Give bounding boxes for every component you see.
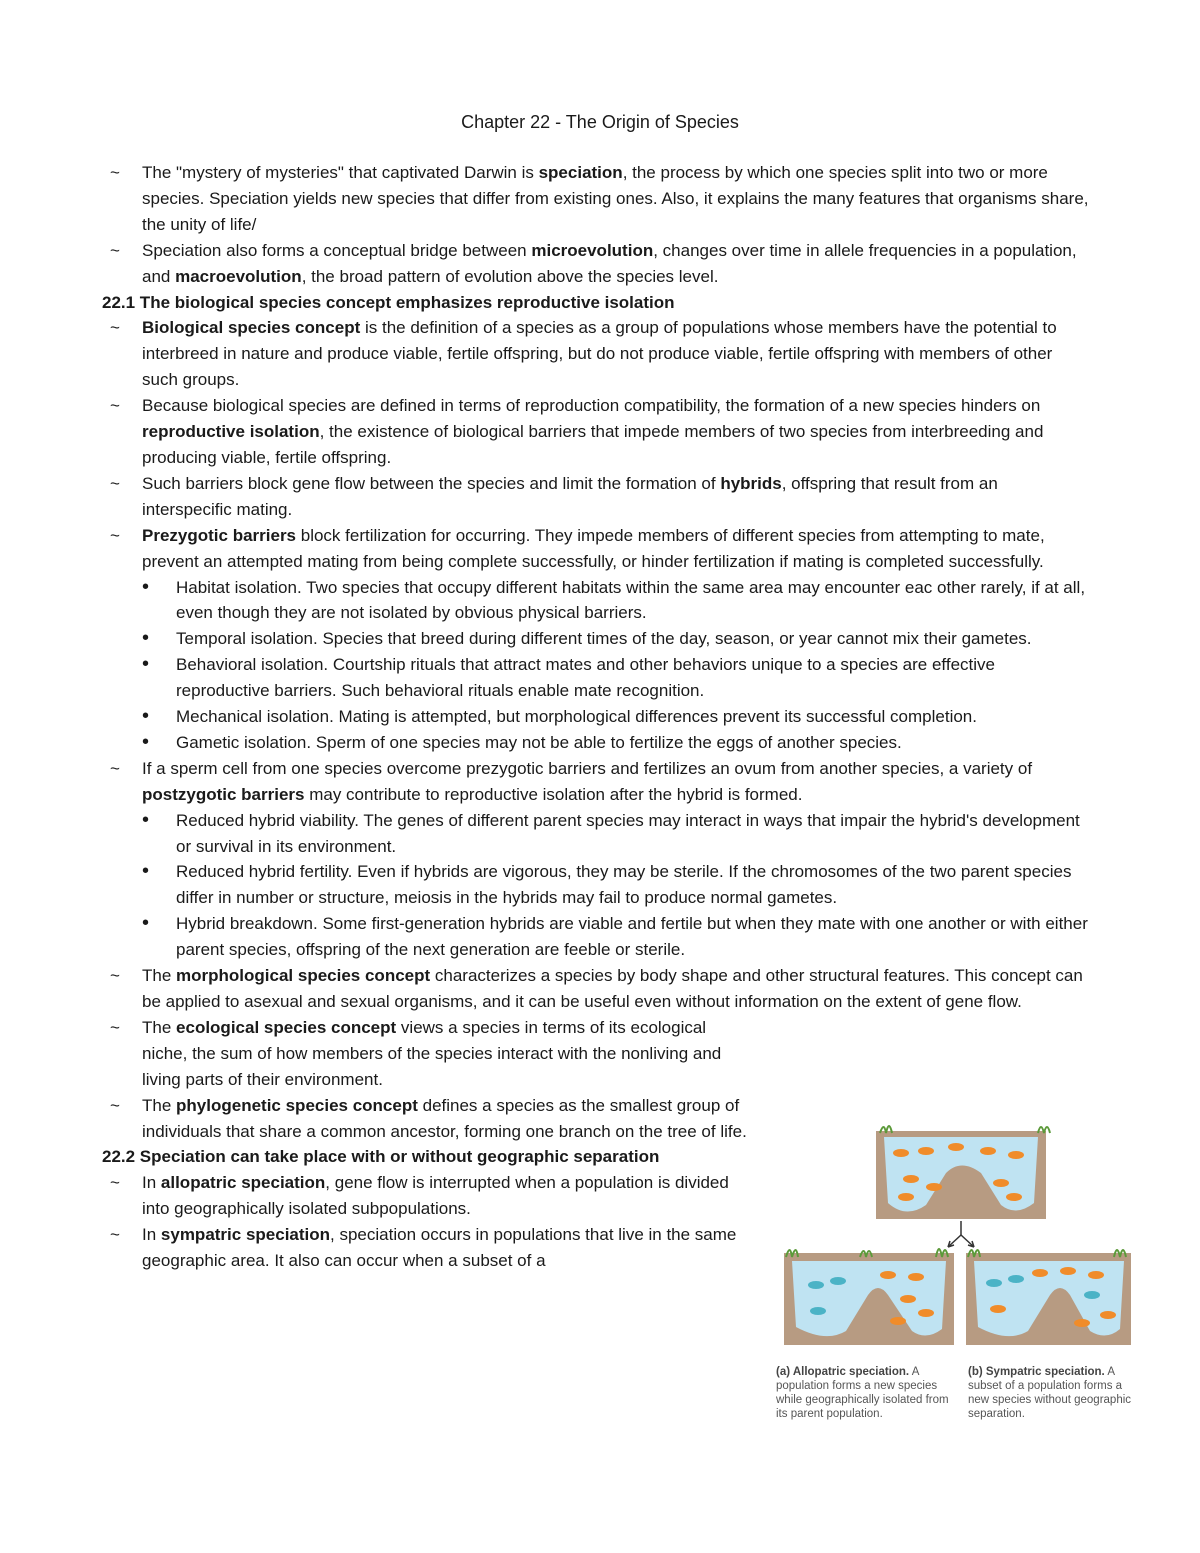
paragraph-postzygotic — [102, 756, 1092, 808]
term-macroevolution: macroevolution — [175, 266, 302, 286]
term: Prezygotic barriers — [142, 525, 297, 545]
section-heading-22-1: 22.1 The biological species concept emphasizes reproductive isolation — [102, 292, 675, 312]
text: The — [142, 966, 177, 986]
sympatric-pond — [966, 1250, 1131, 1345]
bullet-reduced-hybrid-fertility: • Reduced hybrid fertility. Even if hybrids are vigorous, they may be sterile. If the chromosomes of the two parent species differ in number or structure, meiosis in the hybrids may fail to produce normal gametes. — [102, 859, 1092, 911]
bullet-temporal-isolation: • Temporal isolation. Species that breed during different times of the day, season, or year cannot mix their gametes. — [102, 626, 1092, 652]
term: morphological species concept — [176, 966, 431, 986]
page-title: Chapter 22 - The Origin of Species — [461, 112, 739, 132]
text: Because biological species are defined in terms of reproduction compatibility, the formation of a new species hinders on — [142, 396, 1041, 416]
section-heading-22-2: 22.2 Speciation can take place with or without geographic separation — [102, 1147, 660, 1167]
allopatric-pond — [784, 1249, 954, 1345]
bullet-gametic-isolation: • Gametic isolation. Sperm of one species may not be able to fertilize the eggs of another species. — [102, 730, 1092, 756]
caption-text: A subset of a population forms a new species without geographic separation. — [968, 1366, 1132, 1420]
text: may contribute to reproductive isolation after the hybrid is formed. — [304, 784, 803, 804]
text: , the broad pattern of evolution above the species level. — [301, 266, 719, 286]
term: allopatric speciation — [160, 1173, 326, 1193]
paragraph-prezygotic — [102, 523, 1092, 575]
caption-label: (a) Allopatric speciation. — [776, 1366, 910, 1378]
paragraph-ecological-species — [102, 1015, 752, 1093]
text: , offspring that result from an interspecific mating. — [142, 473, 998, 519]
paragraph-reproductive-isolation — [102, 393, 1092, 471]
text: , gene flow is interrupted when a population is divided into geographically isolated subpopulations. — [142, 1173, 729, 1219]
speciation-illustration — [776, 1113, 1136, 1363]
term: phylogenetic species concept — [176, 1095, 418, 1115]
paragraph-allopatric — [102, 1170, 752, 1222]
text: If a sperm cell from one species overcome prezygotic barriers and fertilizes an ovum from another species, a variety of — [142, 758, 1033, 778]
text: The "mystery of mysteries" that captivated Darwin is — [142, 163, 539, 182]
term: hybrids — [720, 473, 782, 493]
text: , the existence of biological barriers that impede members of two species from interbreeding and producing viable, fertile offspring. — [142, 422, 1044, 467]
bullet-reduced-hybrid-viability: • Reduced hybrid viability. The genes of different parent species may interact in ways that impair the hybrid's development or survival in its environment. — [102, 808, 1092, 860]
intro-paragraph-1 — [102, 160, 1092, 238]
paragraph-sympatric — [102, 1222, 752, 1274]
text: , speciation occurs in populations that live in the same geographic area. It also can occur when a subset of a — [142, 1225, 737, 1271]
term: Biological species concept — [142, 318, 361, 338]
speciation-figure — [776, 1113, 1136, 1423]
term-speciation: speciation — [538, 163, 623, 182]
bullet-habitat-isolation: • Habitat isolation. Two species that occupy different habitats within the same area may encounter eac other rarely, if at all, even though they are not isolated by obvious physical barriers. — [102, 575, 1092, 627]
text: In — [142, 1173, 161, 1193]
intro-paragraph-2 — [102, 238, 1092, 290]
text: is the definition of a species as a group of populations whose members have the potential to interbreed in nature and produce viable, fertile offspring, but do not produce viable, fertile offspring with members of other such groups. — [142, 318, 1057, 390]
term-microevolution: microevolution — [531, 240, 654, 260]
caption-label: (b) Sympatric speciation. — [968, 1366, 1105, 1378]
text: , the process by which one species split into two or more species. Speciation yields new species that differ from existing ones. Also, it explains the many features that organisms share, the unity of life/ — [142, 163, 1089, 234]
term: ecological species concept — [176, 1017, 397, 1037]
bullet-hybrid-breakdown: • Hybrid breakdown. Some first-generation hybrids are viable and fertile but when they mate with one another or with either parent species, offspring of the next generation are feeble or sterile. — [102, 911, 1092, 963]
parent-population-pond — [876, 1126, 1050, 1219]
text: In — [142, 1225, 161, 1245]
bullet-behavioral-isolation: • Behavioral isolation. Courtship rituals that attract mates and other behaviors unique to a species are effective reproductive barriers. Such behavioral rituals enable mate recognition. — [102, 652, 1092, 704]
paragraph-biological-species — [102, 315, 1092, 393]
text: Speciation also forms a conceptual bridge between — [142, 240, 532, 260]
term: postzygotic barriers — [142, 784, 305, 804]
text: characterizes a species by body shape and other structural features. This concept can be applied to asexual and sexual organisms, and it can be useful even without information on the extent of gene flow. — [142, 966, 1083, 1011]
text: views a species in terms of its ecological niche, the sum of how members of the species interact with the nonliving and living parts of their environment. — [142, 1017, 722, 1089]
text: The — [142, 1095, 177, 1115]
term: sympatric speciation — [160, 1225, 331, 1245]
text: block fertilization for occurring. They impede members of different species from attempting to mate, prevent an attempted mating from being complete successfully, or hinder fertilization if mating is completed successfully. — [142, 525, 1045, 571]
term: reproductive isolation — [142, 422, 320, 442]
document-body — [102, 160, 1092, 1274]
text: The — [142, 1017, 177, 1037]
caption-text: A population forms a new species while geographically isolated from its parent population. — [776, 1366, 949, 1420]
text: , changes over time in allele frequencies in a population, and — [142, 240, 1077, 286]
split-arrows — [948, 1221, 974, 1247]
caption-allopatric — [776, 1365, 956, 1421]
bullet-mechanical-isolation: • Mechanical isolation. Mating is attempted, but morphological differences prevent its successful completion. — [102, 704, 1092, 730]
caption-sympatric — [968, 1365, 1133, 1421]
paragraph-morphological-species — [102, 963, 1092, 1015]
paragraph-phylogenetic-species — [102, 1093, 752, 1145]
paragraph-hybrids — [102, 471, 1092, 523]
text: defines a species as the smallest group of individuals that share a common ancestor, forming one branch on the tree of life. — [142, 1095, 747, 1141]
text: Such barriers block gene flow between the species and limit the formation of — [142, 473, 721, 493]
